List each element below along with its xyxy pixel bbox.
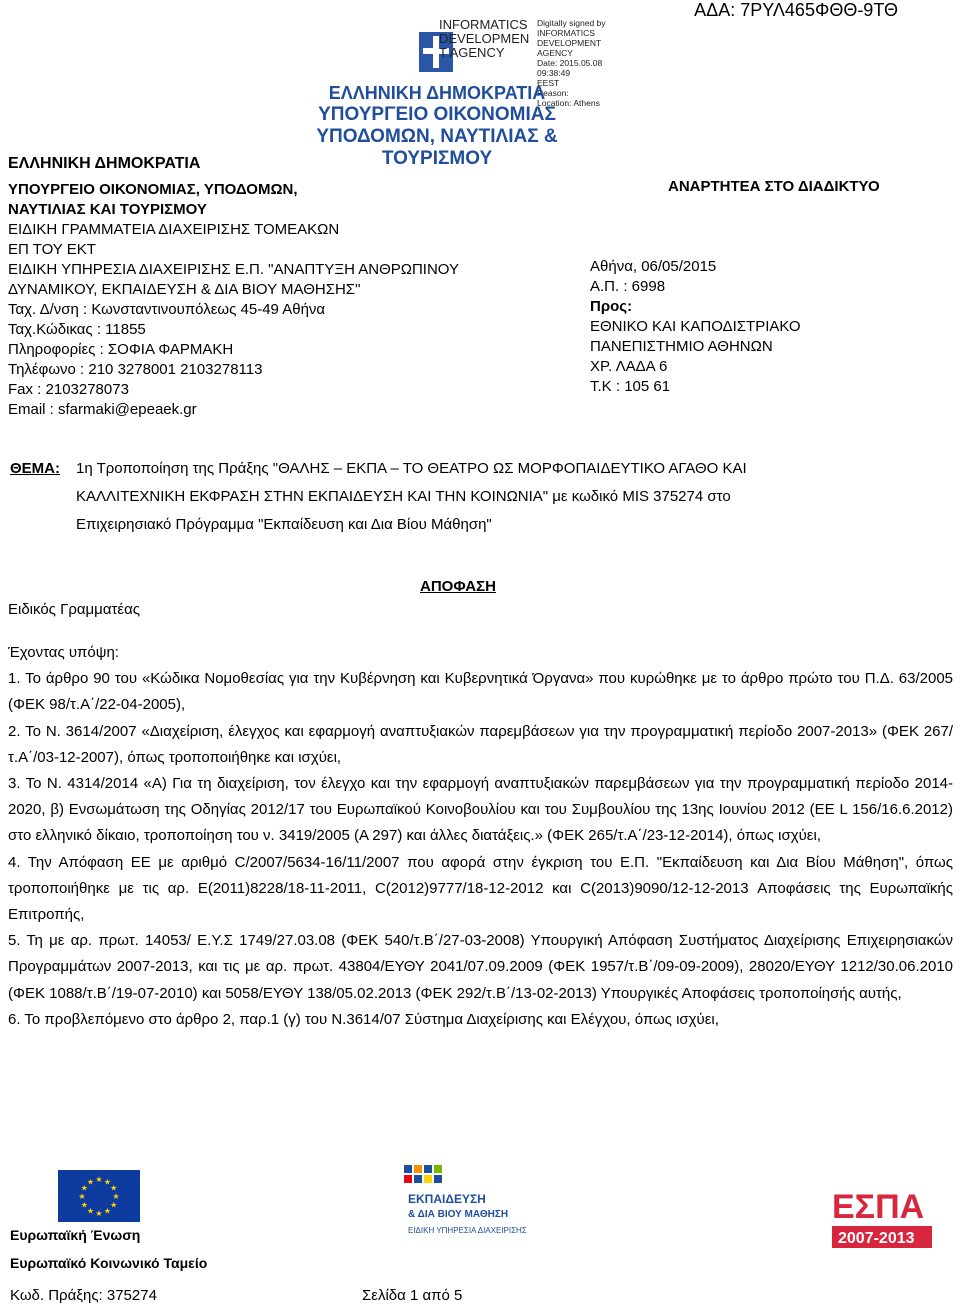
signature-meta-line: Digitally signed by <box>537 18 606 28</box>
signature-org-line: T AGENCY <box>439 45 505 60</box>
issuer-line: ΔΥΝΑΜΙΚΟΥ, ΕΚΠΑΙΔΕΥΣΗ & ΔΙΑ ΒΙΟΥ ΜΑΘΗΣΗΣ" <box>8 281 361 298</box>
eu-star-icon: ★ <box>112 1192 120 1201</box>
recipient-line: ΕΘΝΙΚΟ ΚΑΙ ΚΑΠΟΔΙΣΤΡΙΑΚΟ <box>590 318 801 335</box>
eu-star-icon: ★ <box>86 1177 95 1187</box>
recipient-line: ΧΡ. ΛΑΔΑ 6 <box>590 358 668 375</box>
recipient-label: Προς: <box>590 298 633 315</box>
subject-line: Επιχειρησιακό Πρόγραμμα "Εκπαίδευση και Δια Βίου Μάθηση" <box>76 516 492 533</box>
issuer-line: ΕΙΔΙΚΗ ΓΡΑΜΜΑΤΕΙΑ ΔΙΑΧΕΙΡΙΣΗΣ ΤΟΜΕΑΚΩΝ <box>8 221 340 238</box>
signature-meta-line: EEST <box>537 78 560 88</box>
eu-flag-icon <box>58 1170 140 1222</box>
signature-meta-line: INFORMATICS <box>537 28 595 38</box>
protocol-number: Α.Π. : 6998 <box>590 278 666 295</box>
eu-star-icon: ★ <box>95 1209 103 1218</box>
issuer-ministry-line: ΥΠΟΥΡΓΕΙΟ ΟΙΚΟΝΟΜΙΑΣ, ΥΠΟΔΟΜΩΝ, <box>8 181 298 198</box>
considerations-intro: Έχοντας υπόψη: <box>8 644 119 661</box>
consideration-item: 1. Το άρθρο 90 του «Κώδικα Νομοθεσίας για την Κυβέρνηση και Κυβερνητικά Όργανα» που κυρώθηκε με το άρθρο πρώτο του Π.Δ. 63/2005 (ΦΕΚ 98/τ.Α΄/22-04-2005), <box>8 670 953 714</box>
signature-org-line: INFORMATICS <box>439 17 528 32</box>
issuer-ministry-line: ΝΑΥΤΙΛΙΑΣ ΚΑΙ ΤΟΥΡΙΣΜΟΥ <box>8 201 207 218</box>
ada-number: ΑΔΑ: 7ΡΥΛ465ΦΘΘ-9ΤΘ <box>694 0 898 20</box>
consideration-item: 6. Το προβλεπόμενο στο άρθρο 2, παρ.1 (γ) του Ν.3614/07 Σύστημα Διαχείρισης και Ελέγχου, όπως ισχύει, <box>8 1010 719 1028</box>
issuer-block <box>8 154 459 420</box>
subject-label: ΘΕΜΑ: <box>10 460 60 477</box>
ministry-logo-line: ΥΠΟΥΡΓΕΙΟ ΟΙΚΟΝΟΜΙΑΣ <box>318 104 556 125</box>
subject-block <box>10 455 940 533</box>
decision-title: ΑΠΟΦΑΣΗ <box>420 578 496 595</box>
document-date: Αθήνα, 06/05/2015 <box>590 258 717 275</box>
lifelong-learning-logo <box>400 1163 560 1243</box>
lifelong-logo-line: ΕΚΠΑΙΔΕΥΣΗ <box>408 1192 486 1206</box>
eu-star-icon: ★ <box>86 1206 95 1216</box>
espa-logo <box>830 1180 940 1260</box>
signature-meta-line: Reason: <box>537 88 569 98</box>
eu-star-icon: ★ <box>103 1177 112 1187</box>
consideration-item: 5. Τη με αρ. πρωτ. 14053/ Ε.Υ.Σ 1749/27.03.08 (ΦΕΚ 540/τ.Β΄/27-03-2008) Υπουργική Απόφαση Συστήματος Διαχείρισης Επιχειρησιακών Προγραμμάτων 2007-2013, και τις με αρ. πρωτ. 43804/ΕΥΘΥ 2041/07.09.2009 (ΦΕΚ 1957/τ.Β΄/09-09-2009), 28020/ΕΥΘΥ 1212/30.06.2010 (ΦΕΚ 1088/τ.Β΄/19-07-2010) και 5058/ΕΥΘΥ 138/05.02.2013 (ΦΕΚ 292/τ.Β΄/13-02-2013) Υπουργικές Αποφάσεις τροποποίησής αυτής, <box>8 932 953 1002</box>
issuer-contact-person: Πληροφορίες : ΣΟΦΙΑ ΦΑΡΜΑΚΗ <box>8 341 234 358</box>
eu-star-icon: ★ <box>110 1200 118 1210</box>
eu-union-label: Ευρωπαϊκή Ένωση <box>10 1227 141 1243</box>
eu-star-icon: ★ <box>80 1183 88 1193</box>
signature-org <box>439 18 529 60</box>
issuer-heading: ΕΛΛΗΝΙΚΗ ΔΗΜΟΚΡΑΤΙΑ <box>8 155 201 172</box>
ministry-logo-line: ΕΛΛΗΝΙΚΗ ΔΗΜΟΚΡΑΤΙΑ <box>328 83 546 103</box>
lifelong-logo-line: ΕΙΔΙΚΗ ΥΠΗΡΕΣΙΑ ΔΙΑΧΕΙΡΙΣΗΣ <box>408 1226 527 1235</box>
signature-meta-line: Date: 2015.05.08 09:38:49 <box>537 58 603 78</box>
issuer-line: ΕΠ ΤΟΥ ΕΚΤ <box>8 241 96 258</box>
recipient-line: ΠΑΝΕΠΙΣΤΗΜΙΟ ΑΘΗΝΩΝ <box>590 338 773 355</box>
issuer-address: Ταχ. Δ/νση : Κωνσταντινουπόλεως 45-49 Αθήνα <box>8 301 326 318</box>
considerations <box>8 640 953 1033</box>
eu-star-icon: ★ <box>103 1206 112 1216</box>
page-number: Σελίδα 1 από 5 <box>362 1287 463 1304</box>
eu-star-icon: ★ <box>110 1183 118 1193</box>
consideration-item: 2. Το Ν. 3614/2007 «Διαχείριση, έλεγχος και εφαρμογή αναπτυξιακών παρεμβάσεων για την προγραμματική περίοδο 2007-2013» (ΦΕΚ 267/τ.Α΄/03-12-2007), όπως τροποποιήθηκε και ισχύει, <box>8 722 953 766</box>
issuer-line: ΕΙΔΙΚΗ ΥΠΗΡΕΣΙΑ ΔΙΑΧΕΙΡΙΣΗΣ Ε.Π. "ΑΝΑΠΤΥΞΗ ΑΝΘΡΩΠΙΝΟΥ <box>8 261 459 278</box>
signature-meta-line: Location: Athens <box>537 98 600 108</box>
issuer-fax: Fax : 2103278073 <box>8 381 129 398</box>
eu-star-icon: ★ <box>78 1192 86 1201</box>
posting-notice: ΑΝΑΡΤΗΤΕΑ ΣΤΟ ΔΙΑΔΙΚΤΥΟ <box>668 178 880 195</box>
project-code: Κωδ. Πράξης: 375274 <box>10 1287 157 1304</box>
ministry-logo-line: ΥΠΟΔΟΜΩΝ, ΝΑΥΤΙΛΙΑΣ & ΤΟΥΡΙΣΜΟΥ <box>316 126 558 169</box>
subject-line: ΚΑΛΛΙΤΕΧΝΙΚΗ ΕΚΦΡΑΣΗ ΣΤΗΝ ΕΚΠΑΙΔΕΥΣΗ ΚΑΙ ΤΗΝ ΚΟΙΝΩΝΙΑ" με κωδικό MIS 375274 στο <box>76 488 731 505</box>
eu-fund-label: Ευρωπαϊκό Κοινωνικό Ταμείο <box>10 1255 208 1271</box>
issuer-phone: Τηλέφωνο : 210 3278001 2103278113 <box>8 361 263 378</box>
recipient-block <box>590 257 801 397</box>
signature-org-line: DEVELOPMEN <box>439 31 530 46</box>
recipient-line: Τ.Κ : 105 61 <box>590 378 671 395</box>
consideration-item: 3. Το Ν. 4314/2014 «Α) Για τη διαχείριση, τον έλεγχο και την εφαρμογή αναπτυξιακών παρεμβάσεων για την προγραμματική περίοδο 2014-2020, β) Ενσωμάτωση της Οδηγίας 2012/17 του Ευρωπαϊκού Κοινοβουλίου και του Συμβουλίου της 13ης Ιουνίου 2012 (ΕΕ L 156/16.6.2012) στο ελληνικό δίκαιο, τροποποίηση του ν. 3419/2005 (Α 297) και άλλες διατάξεις.» (ΦΕΚ 265/τ.Α΄/23-12-2014), όπως ισχύει, <box>8 775 953 845</box>
lifelong-logo-line: & ΔΙΑ ΒΙΟΥ ΜΑΘΗΣΗ <box>408 1209 509 1220</box>
issuer-postcode: Ταχ.Κώδικας : 11855 <box>8 321 146 338</box>
issuer-email: Email : sfarmaki@epeaek.gr <box>8 401 197 418</box>
signature-meta-line: DEVELOPMENT AGENCY <box>537 38 602 58</box>
subject-line: 1η Τροποποίηση της Πράξης "ΘΑΛΗΣ – ΕΚΠΑ – ΤΟ ΘΕΑΤΡΟ ΩΣ ΜΟΡΦΟΠΑΙΔΕΥΤΙΚΟ ΑΓΑΘΟ ΚΑΙ <box>76 460 747 477</box>
eu-star-icon: ★ <box>95 1175 103 1184</box>
secretary-title: Ειδικός Γραμματέας <box>8 601 141 618</box>
eu-star-icon: ★ <box>80 1200 88 1210</box>
espa-logo-name: ΕΣΠΑ <box>832 1188 925 1226</box>
subject-text <box>76 455 926 539</box>
espa-logo-years: 2007-2013 <box>838 1230 915 1247</box>
consideration-item: 4. Την Απόφαση ΕΕ με αριθμό C/2007/5634-16/11/2007 που αφορά στην έγκριση του Ε.Π. "Εκπαίδευση και Δια Βίου Μάθηση", όπως τροποποιήθηκε με τις αρ. Ε(2011)8228/18-11-2011, C(2012)9777/18-12-2012 και C(2013)9090/12-12-2013 Αποφάσεις της Ευρωπαϊκής Επιτροπής, <box>8 853 953 924</box>
